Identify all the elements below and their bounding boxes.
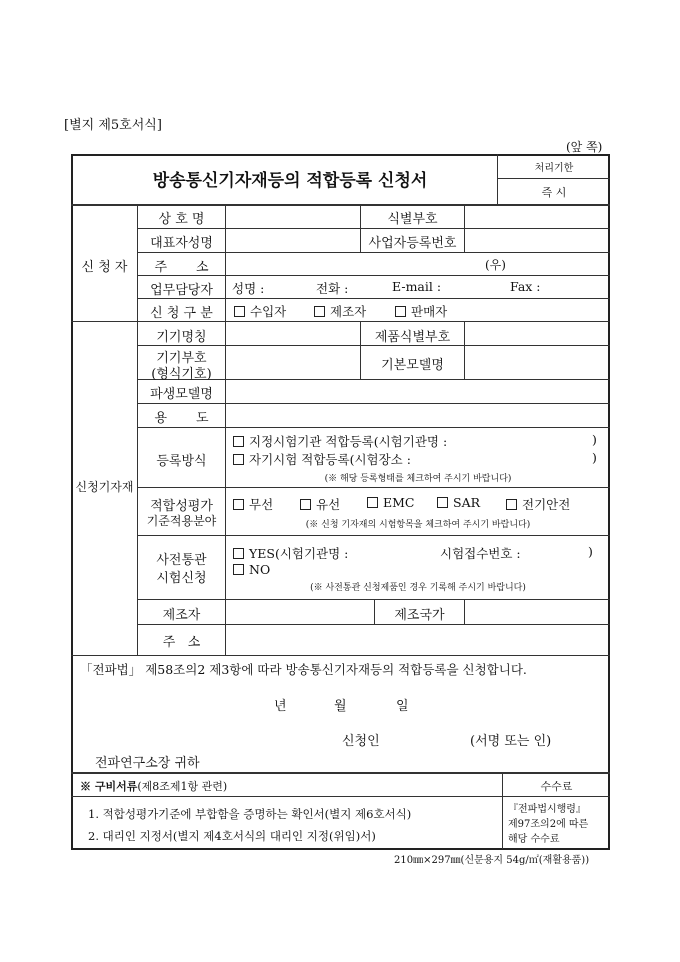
test-receipt-number-label: 시험접수번호 : <box>440 546 521 561</box>
month-label: 월 <box>334 699 347 714</box>
purpose-label: 용 도 <box>154 411 209 426</box>
manufacturer-address-label: 주 소 <box>162 635 201 650</box>
processing-period-value: 즉 시 <box>541 186 567 199</box>
product-id-field[interactable] <box>465 323 609 344</box>
pre-clearance-yes-option[interactable]: YES(시험기관명 : <box>233 544 348 562</box>
form-title: 방송통신기자재등의 적합등록 신청서 <box>152 171 428 191</box>
paper-spec: 210㎜×297㎜(신문용지 54g/㎡(재활용품)) <box>394 855 590 866</box>
representative-name-field[interactable] <box>226 230 359 251</box>
country-field[interactable] <box>465 600 609 623</box>
std-emc-option[interactable]: EMC <box>367 495 415 510</box>
checkbox-icon <box>233 499 244 510</box>
product-id-label: 제품식별부호 <box>374 330 451 345</box>
form-number-label: [별지 제5호서식] <box>64 118 162 133</box>
close-paren: ) <box>592 450 597 465</box>
type-seller-option[interactable]: 판매자 <box>395 302 447 320</box>
checkbox-icon <box>314 306 325 317</box>
signature-or-seal-label: (서명 또는 인) <box>470 734 552 749</box>
base-model-field[interactable] <box>465 346 609 378</box>
std-wireless-option[interactable]: 무선 <box>233 495 273 513</box>
checkbox-icon <box>233 436 244 447</box>
contact-email-label: E-mail : <box>392 279 442 294</box>
applicant-section-label: 신 청 자 <box>81 260 128 275</box>
pre-clearance-label-line1: 사전통관 <box>156 553 207 568</box>
designated-lab-option[interactable]: 지정시험기관 적합등록(시험기관명 : <box>233 432 447 450</box>
device-name-field[interactable] <box>226 323 359 344</box>
manufacturer-field[interactable] <box>226 600 373 623</box>
registration-note: (※ 해당 등록형태를 체크하여 주시기 바랍니다) <box>324 474 512 484</box>
document-item: 2. 대리인 지정서(별지 제4호서식의 대리인 지정(위임)서) <box>88 829 376 843</box>
device-code-field[interactable] <box>226 346 359 378</box>
identification-code-field[interactable] <box>465 206 609 227</box>
registration-method-label: 등록방식 <box>156 454 207 469</box>
fee-line: 『전파법시행령』 <box>508 804 586 815</box>
page-side-label: (앞 쪽) <box>566 140 603 154</box>
declaration-statement: 「전파법」 제58조의2 제3항에 따라 방송통신기자재등의 적합등록을 신청합니다. <box>80 662 527 677</box>
checkbox-icon <box>300 499 311 510</box>
type-importer-option[interactable]: 수입자 <box>234 302 286 320</box>
derived-model-field[interactable] <box>226 380 609 402</box>
std-electrical-safety-option[interactable]: 전기안전 <box>506 495 570 513</box>
std-wired-option[interactable]: 유선 <box>300 495 340 513</box>
addressee: 전파연구소장 귀하 <box>95 756 200 771</box>
pre-clearance-label-line2: 시험신청 <box>156 571 207 586</box>
conformity-note: (※ 신청 기자재의 시험항목을 체크하여 주시기 바랍니다) <box>305 520 531 530</box>
address-field[interactable] <box>226 253 609 274</box>
checkbox-icon <box>395 306 406 317</box>
year-label: 년 <box>274 699 287 714</box>
day-label: 일 <box>396 699 409 714</box>
business-number-field[interactable] <box>465 230 609 251</box>
checkbox-icon <box>437 497 448 508</box>
signature-field[interactable] <box>390 726 470 748</box>
conformity-label-line1: 적합성평가 <box>150 499 213 514</box>
close-paren: ) <box>592 432 597 447</box>
company-name-label: 상 호 명 <box>158 212 205 227</box>
close-paren: ) <box>588 544 593 559</box>
checkbox-icon <box>233 454 244 465</box>
pre-clearance-note: (※ 사전통관 신청제품인 경우 기록해 주시기 바랍니다) <box>310 583 526 593</box>
fee-line: 제97조의2에 따른 <box>508 819 589 830</box>
postal-code-mark: (우) <box>485 258 506 272</box>
required-documents-title: ※ 구비서류(제8조제1항 관련) <box>80 780 228 793</box>
contact-name-label: 성명 : <box>232 281 265 296</box>
contact-person-label: 업무담당자 <box>150 283 213 298</box>
pre-clearance-no-option[interactable]: NO <box>233 562 270 577</box>
address-label: 주 소 <box>154 260 209 275</box>
checkbox-icon <box>367 497 378 508</box>
business-number-label: 사업자등록번호 <box>368 236 457 251</box>
applicant-signature-label: 신청인 <box>342 734 380 749</box>
manufacturer-label: 제조자 <box>162 608 201 623</box>
checkbox-icon <box>233 548 244 559</box>
device-code-label: 기기부호 <box>156 351 207 366</box>
checkbox-icon <box>506 499 517 510</box>
checkbox-icon <box>234 306 245 317</box>
fee-line: 해당 수수료 <box>508 834 560 845</box>
equipment-section-label: 신청기자재 <box>75 480 134 494</box>
application-type-label: 신 청 구 분 <box>150 306 213 321</box>
derived-model-label: 파생모델명 <box>150 387 213 402</box>
std-sar-option[interactable]: SAR <box>437 495 480 510</box>
contact-phone-label: 전화 : <box>316 281 349 296</box>
self-test-option[interactable]: 자기시험 적합등록(시험장소 : <box>233 450 411 468</box>
model-code-label: (형식기호) <box>151 367 212 382</box>
fee-label: 수수료 <box>540 780 573 793</box>
identification-code-label: 식별부호 <box>387 212 438 227</box>
device-name-label: 기기명칭 <box>156 330 207 345</box>
checkbox-icon <box>233 564 244 575</box>
company-name-field[interactable] <box>226 206 359 227</box>
country-label: 제조국가 <box>394 608 445 623</box>
processing-period-label: 처리기한 <box>534 163 574 174</box>
document-item: 1. 적합성평가기준에 부합함을 증명하는 확인서(별지 제6호서식) <box>88 807 412 821</box>
conformity-label-line2: 기준적용분야 <box>146 514 217 528</box>
type-manufacturer-option[interactable]: 제조자 <box>314 302 366 320</box>
contact-fax-label: Fax : <box>510 279 541 294</box>
manufacturer-address-field[interactable] <box>226 625 609 654</box>
purpose-field[interactable] <box>226 404 609 426</box>
representative-name-label: 대표자성명 <box>150 236 213 251</box>
base-model-label: 기본모델명 <box>381 358 444 373</box>
